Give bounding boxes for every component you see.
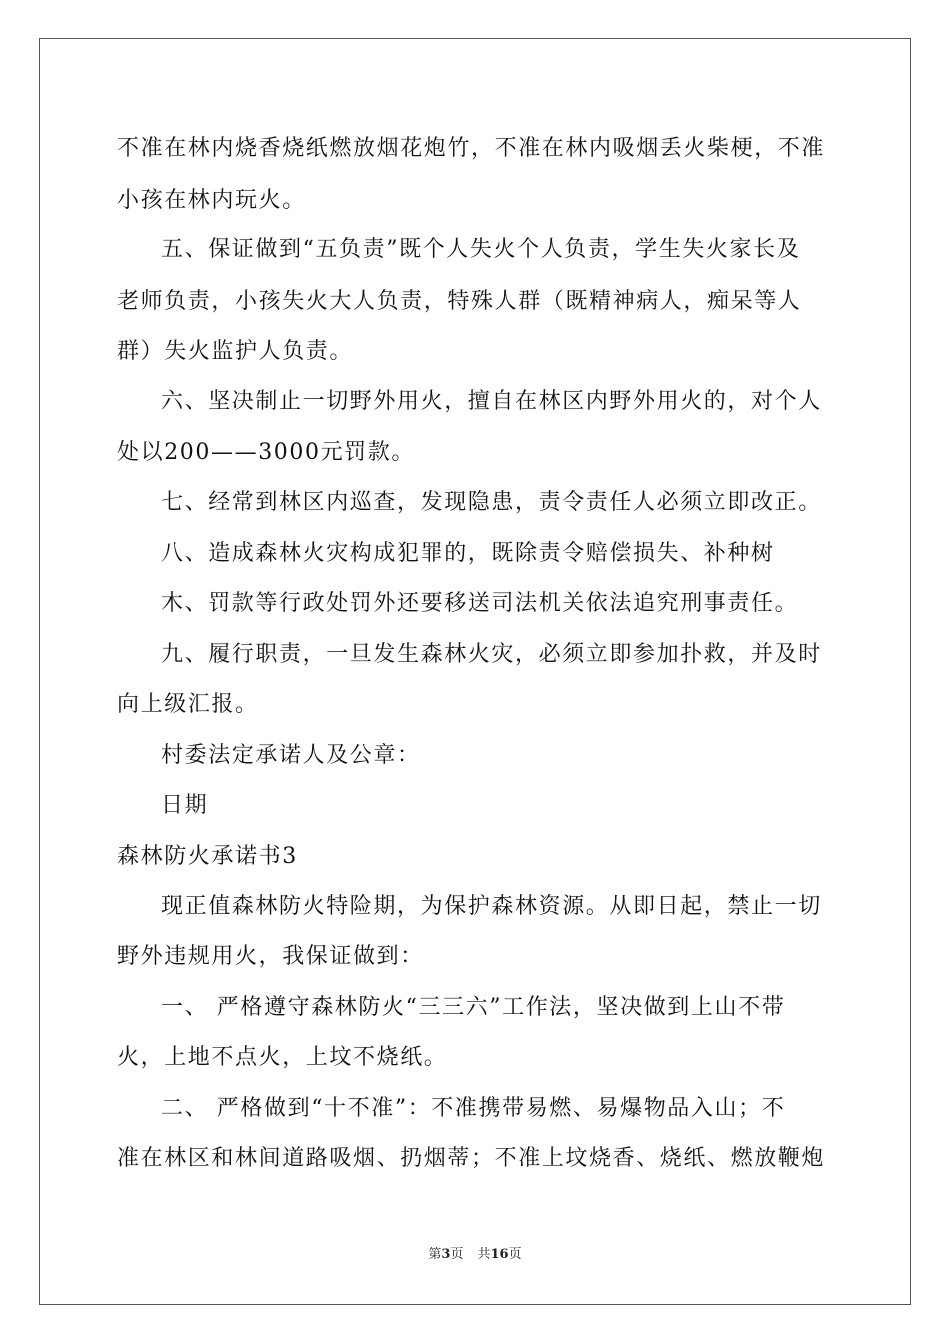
- total-suffix: 页: [508, 1247, 522, 1262]
- page-suffix: 页: [450, 1247, 464, 1262]
- text-line: 木、罚款等行政处罚外还要移送司法机关依法追究刑事责任。: [161, 591, 799, 616]
- text-line: 七、经常到林区内巡查，发现隐患，责令责任人必须立即改正。: [161, 490, 822, 515]
- text-line: 不准在林内烧香烧纸燃放烟花炮竹，不准在林内吸烟丢火柴梗，不准: [117, 136, 826, 161]
- text-line: 一、 严格遵守森林防火“三三六”工作法，坚决做到上山不带: [161, 995, 786, 1020]
- text-line: 准在林区和林间道路吸烟、扔烟蒂；不准上坟烧香、烧纸、燃放鞭炮: [117, 1146, 826, 1171]
- text-line: 二、 严格做到“十不准”：不准携带易燃、易爆物品入山；不: [161, 1096, 786, 1121]
- text-line: 八、造成森林火灾构成犯罪的，既除责令赔偿损失、补种树: [161, 541, 775, 566]
- total-prefix: 共: [477, 1247, 491, 1262]
- text-line: 小孩在林内玩火。: [117, 188, 306, 213]
- page-prefix: 第: [428, 1247, 442, 1262]
- page-footer: [0, 1247, 950, 1263]
- text-line: 九、履行职责，一旦发生森林火灾，必须立即参加扑救，并及时: [161, 642, 822, 667]
- text-line: 野外违规用火，我保证做到：: [117, 944, 424, 969]
- text-line: 现正值森林防火特险期，为保护森林资源。从即日起，禁止一切: [161, 894, 822, 919]
- text-line: 群）失火监护人负责。: [117, 339, 354, 364]
- text-line: 处以200——3000元罚款。: [117, 440, 415, 465]
- text-line: 日期: [161, 793, 209, 818]
- text-line: 五、保证做到“五负责”既个人失火个人负责，学生失火家长及: [161, 237, 801, 262]
- text-line: 村委法定承诺人及公章：: [161, 743, 421, 768]
- text-line: 向上级汇报。: [117, 692, 259, 717]
- text-line: 老师负责，小孩失火大人负责，特殊人群（既精神病人，痴呆等人: [117, 289, 802, 314]
- text-line: 火，上地不点火，上坟不烧纸。: [117, 1045, 448, 1070]
- total-pages: 16: [490, 1247, 509, 1262]
- text-line: 六、坚决制止一切野外用火，擅自在林区内野外用火的，对个人: [161, 389, 822, 414]
- page-number: 3: [441, 1247, 451, 1262]
- section-heading: 森林防火承诺书3: [117, 844, 298, 869]
